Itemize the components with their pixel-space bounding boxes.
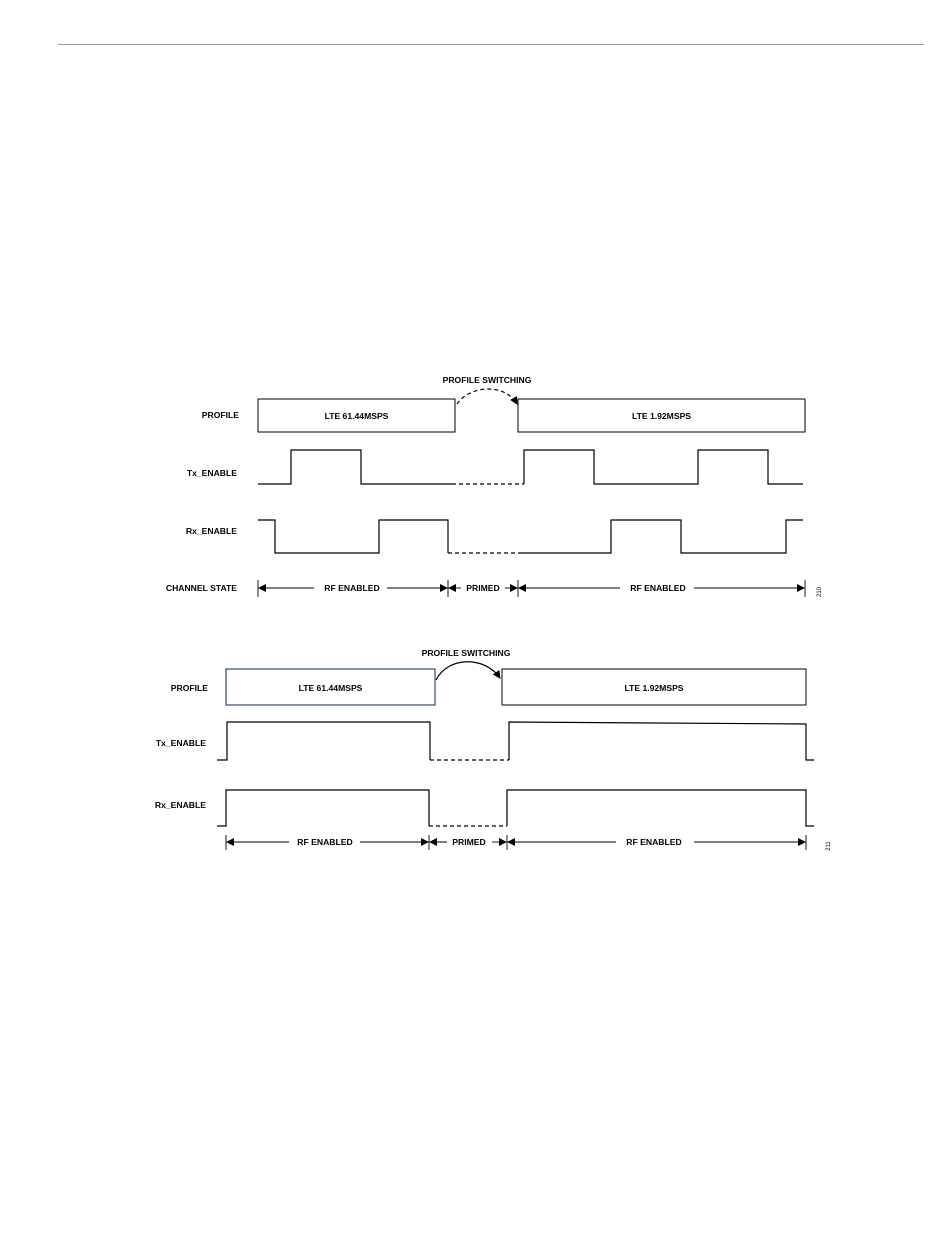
fig1-tx-label: Tx_ENABLE: [186, 468, 237, 478]
fig2-rx-wave-2: [507, 790, 814, 826]
fig1-profile-label: PROFILE: [201, 410, 239, 420]
fig1-switching-arrow: [457, 389, 517, 404]
fig2-profile-box-2-label: LTE 1.92MSPS: [624, 683, 684, 693]
figure-2: [155, 648, 832, 851]
fig1-profile-box-2-label: LTE 1.92MSPS: [631, 411, 692, 421]
fig1-profile-box-1-label: LTE 61.44MSPS: [324, 411, 389, 421]
fig1-state-rf-enabled-1: RF ENABLED: [324, 583, 380, 593]
fig1-rx-label: Rx_ENABLE: [185, 526, 237, 536]
fig2-profile-label: PROFILE: [170, 683, 208, 693]
fig2-tx-label: Tx_ENABLE: [155, 738, 206, 748]
fig1-state-primed: PRIMED: [466, 583, 500, 593]
fig2-profile-box-1-label: LTE 61.44MSPS: [298, 683, 363, 693]
figure-1: [166, 375, 823, 597]
fig1-switching-title: PROFILE SWITCHING: [442, 375, 532, 385]
fig1-tx-wave-2: [524, 450, 803, 484]
fig2-switching-title: PROFILE SWITCHING: [421, 648, 511, 658]
fig2-rx-label: Rx_ENABLE: [154, 800, 206, 810]
fig2-switching-arrow: [436, 662, 500, 680]
fig2-rx-wave-1: [217, 790, 429, 826]
fig2-tx-wave-1: [217, 722, 430, 760]
fig1-channel-state-label: CHANNEL STATE: [165, 583, 237, 593]
fig2-figure-number: 211: [826, 841, 832, 851]
fig1-tx-wave-1: [258, 450, 452, 484]
fig1-figure-number: 210: [817, 586, 823, 598]
fig1-state-rf-enabled-2: RF ENABLED: [630, 583, 686, 593]
fig1-rx-wave-2: [518, 520, 803, 553]
fig2-state-rf-enabled-1: RF ENABLED: [297, 837, 353, 847]
fig2-state-rf-enabled-2: RF ENABLED: [626, 837, 682, 847]
fig2-state-primed: PRIMED: [452, 837, 486, 847]
fig2-tx-wave-2: [509, 722, 814, 760]
fig1-rx-wave-1: [258, 520, 448, 553]
